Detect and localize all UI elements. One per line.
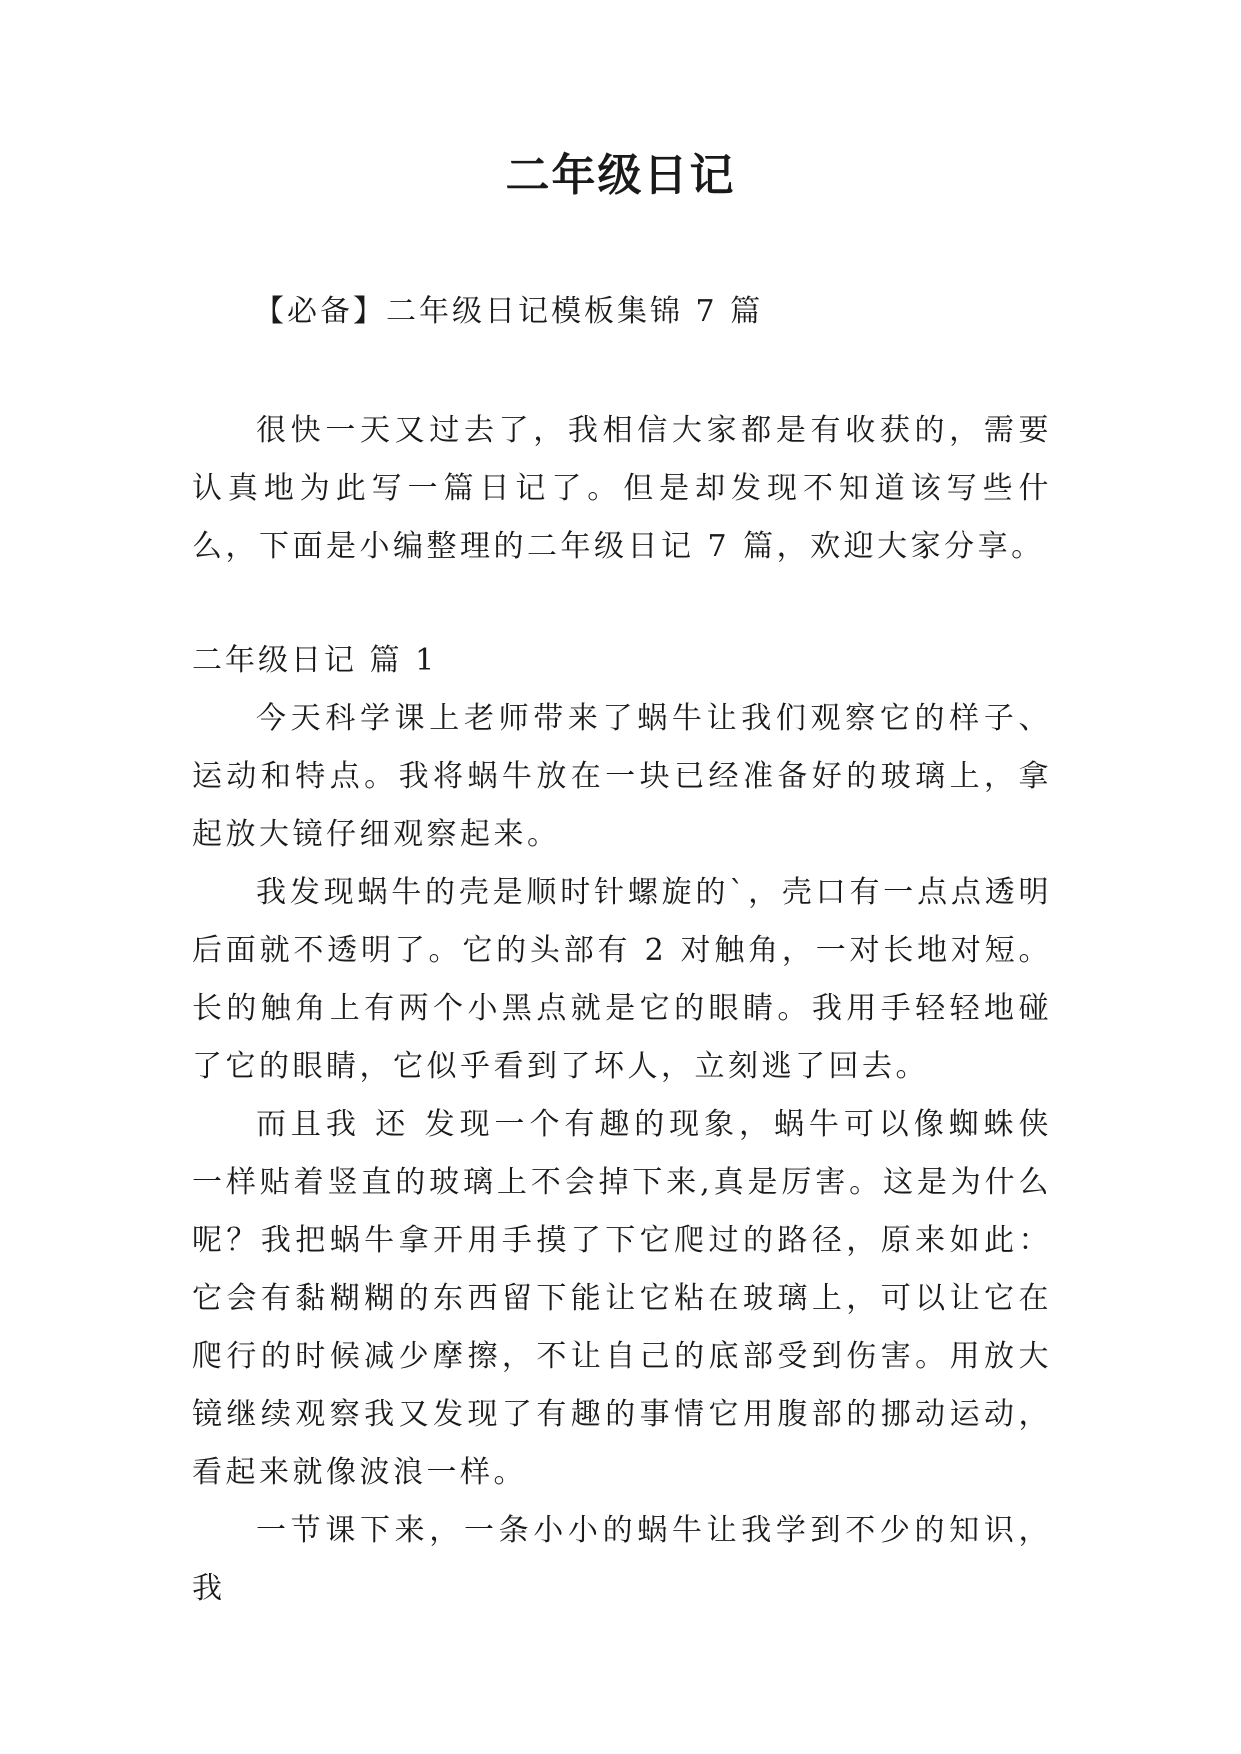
body-paragraph: 今天科学课上老师带来了蜗牛让我们观察它的样子、运动和特点。我将蜗牛放在一块已经准备好的玻璃上，拿起放大镜仔细观察起来。 — [192, 701, 1052, 852]
diary-section — [192, 632, 1052, 1618]
section-heading: 二年级日记 篇 1 — [192, 643, 438, 678]
document-subtitle: 【必备】二年级日记模板集锦 7 篇 — [254, 294, 764, 329]
intro-paragraph: 很快一天又过去了，我相信大家都是有收获的，需要认真地为此写一篇日记了。但是却发现不知道该写些什么，下面是小编整理的二年级日记 7 篇，欢迎大家分享。 — [192, 413, 1052, 564]
body-paragraph: 我发现蜗牛的壳是顺时针螺旋的`，壳口有一点点透明后面就不透明了。它的头部有 2 对触角，一对长地对短。长的触角上有两个小黑点就是它的眼睛。我用手轻轻地碰了它的眼睛，它似乎看到了坏人，立刻逃了回去。 — [192, 875, 1052, 1084]
body-paragraph: 一节课下来，一条小小的蜗牛让我学到不少的知识，我 — [192, 1513, 1052, 1606]
page-title: 二年级日记 — [505, 150, 736, 201]
body-paragraph: 而且我 还 发现一个有趣的现象，蜗牛可以像蜘蛛侠一样贴着竖直的玻璃上不会掉下来,真是厉害。这是为什么呢？我把蜗牛拿开用手摸了下它爬过的路径，原来如此：它会有黏糊糊的东西留下能让它粘在玻璃上，可以让它在爬行的时候减少摩擦，不让自己的底部受到伤害。用放大镜继续观察我又发现了有趣的事情它用腹部的挪动运动，看起来就像波浪一样。 — [192, 1107, 1052, 1490]
